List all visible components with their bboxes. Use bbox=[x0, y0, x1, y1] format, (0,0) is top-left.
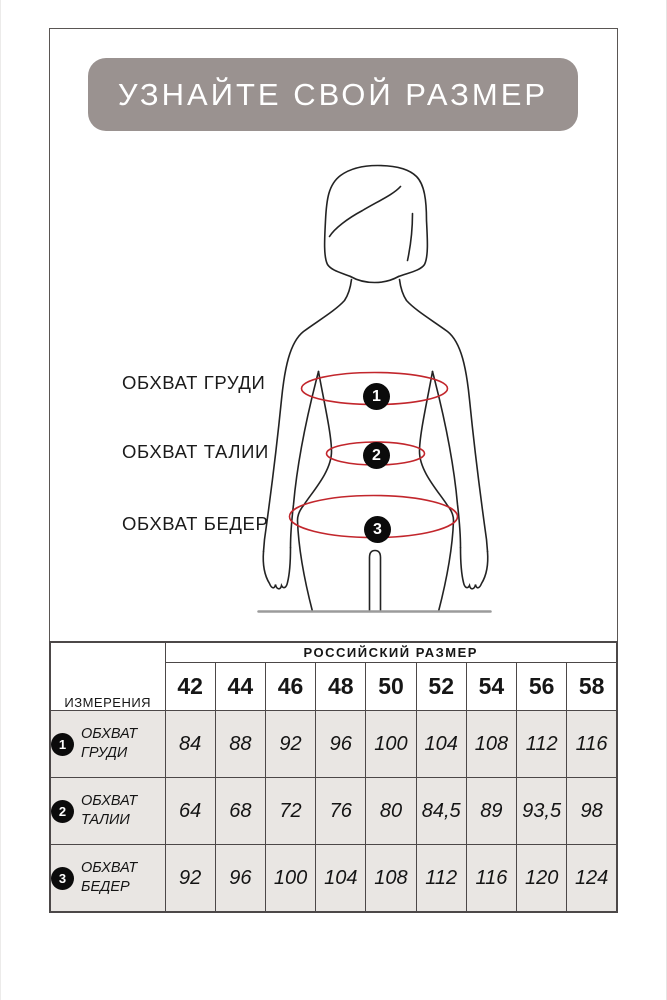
table-row-bust bbox=[50, 711, 617, 778]
row-label: ОБХВАТ БЕДЕР bbox=[81, 860, 138, 895]
value-cell: 100 bbox=[366, 711, 416, 778]
size-system-header: РОССИЙСКИЙ РАЗМЕР bbox=[165, 642, 617, 663]
value-cell: 76 bbox=[316, 778, 366, 845]
row-label-cell bbox=[50, 711, 165, 778]
row-number-badge: 1 bbox=[51, 733, 74, 756]
value-cell: 93,5 bbox=[517, 778, 567, 845]
row-label: ОБХВАТ ГРУДИ bbox=[81, 726, 138, 761]
hip-marker-badge: 3 bbox=[364, 516, 391, 543]
hip-label: ОБХВАТ БЕДЕР bbox=[122, 513, 269, 534]
value-cell: 84,5 bbox=[416, 778, 466, 845]
value-cell: 104 bbox=[316, 845, 366, 913]
row-label-cell bbox=[50, 845, 165, 913]
table-row-waist bbox=[50, 778, 617, 845]
value-cell: 100 bbox=[265, 845, 315, 913]
waist-marker-badge: 2 bbox=[363, 442, 390, 469]
page-title: УЗНАЙТЕ СВОЙ РАЗМЕР bbox=[117, 76, 549, 112]
value-cell: 96 bbox=[316, 711, 366, 778]
value-cell: 92 bbox=[265, 711, 315, 778]
value-cell: 98 bbox=[567, 778, 617, 845]
waist-label: ОБХВАТ ТАЛИИ bbox=[122, 441, 269, 462]
body-figure-drawing bbox=[50, 29, 616, 640]
value-cell: 116 bbox=[567, 711, 617, 778]
size-col-header: 50 bbox=[366, 663, 416, 711]
size-col-header: 44 bbox=[215, 663, 265, 711]
row-number-badge: 2 bbox=[51, 800, 74, 823]
value-cell: 72 bbox=[265, 778, 315, 845]
table-row-hips bbox=[50, 845, 617, 913]
value-cell: 120 bbox=[517, 845, 567, 913]
value-cell: 92 bbox=[165, 845, 215, 913]
row-label: ОБХВАТ ТАЛИИ bbox=[81, 793, 138, 828]
content-frame bbox=[49, 28, 618, 913]
row-label-cell bbox=[50, 778, 165, 845]
value-cell: 96 bbox=[215, 845, 265, 913]
size-table bbox=[49, 641, 618, 913]
value-cell: 88 bbox=[215, 711, 265, 778]
value-cell: 124 bbox=[567, 845, 617, 913]
size-col-header: 56 bbox=[517, 663, 567, 711]
value-cell: 108 bbox=[366, 845, 416, 913]
size-col-header: 52 bbox=[416, 663, 466, 711]
value-cell: 112 bbox=[517, 711, 567, 778]
size-col-header: 48 bbox=[316, 663, 366, 711]
figure-section bbox=[49, 28, 618, 641]
bust-label: ОБХВАТ ГРУДИ bbox=[122, 372, 266, 393]
size-col-header: 46 bbox=[265, 663, 315, 711]
size-col-header: 42 bbox=[165, 663, 215, 711]
size-col-header: 54 bbox=[466, 663, 516, 711]
size-col-header: 58 bbox=[567, 663, 617, 711]
value-cell: 104 bbox=[416, 711, 466, 778]
value-cell: 64 bbox=[165, 778, 215, 845]
value-cell: 84 bbox=[165, 711, 215, 778]
value-cell: 116 bbox=[466, 845, 516, 913]
measurements-column-header: ИЗМЕРЕНИЯ bbox=[50, 642, 165, 711]
value-cell: 89 bbox=[466, 778, 516, 845]
row-number-badge: 3 bbox=[51, 867, 74, 890]
value-cell: 108 bbox=[466, 711, 516, 778]
value-cell: 80 bbox=[366, 778, 416, 845]
bust-marker-badge: 1 bbox=[363, 383, 390, 410]
value-cell: 112 bbox=[416, 845, 466, 913]
value-cell: 68 bbox=[215, 778, 265, 845]
